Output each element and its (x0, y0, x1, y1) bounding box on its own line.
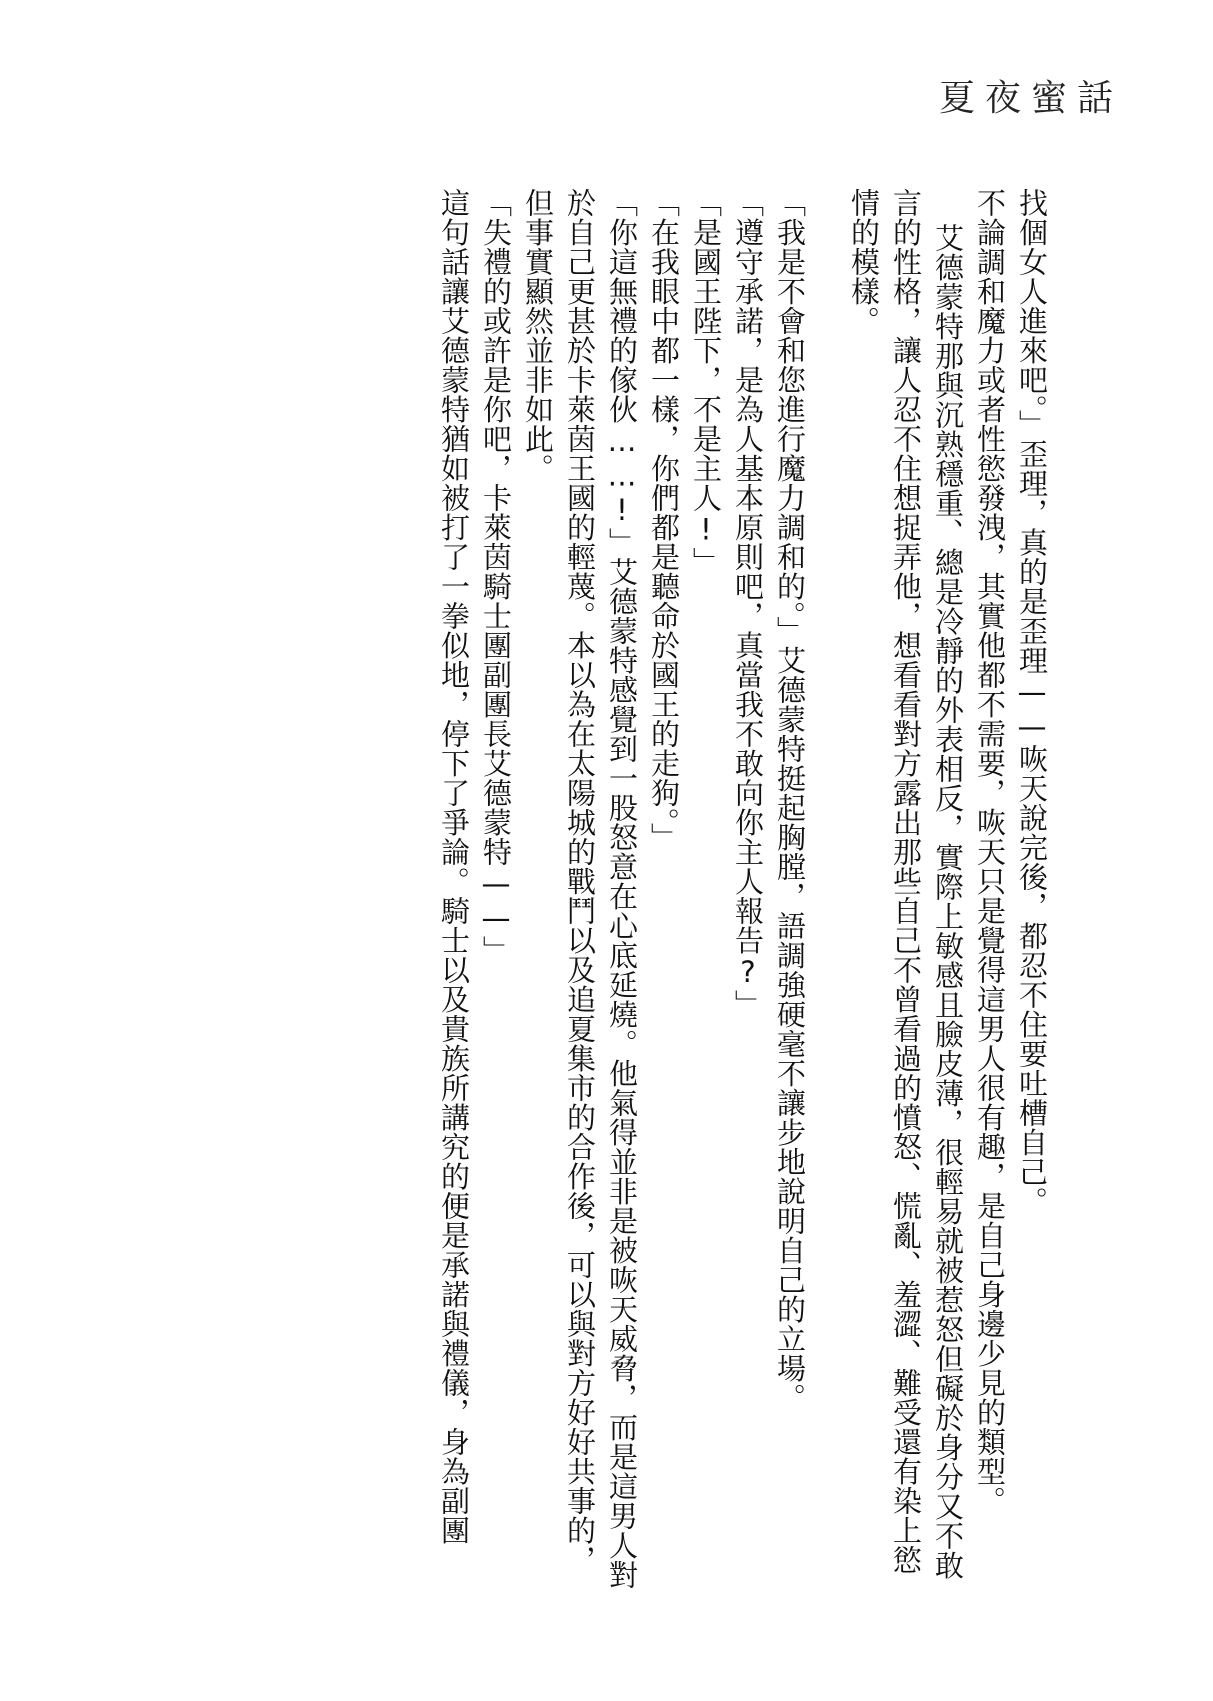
paragraph: 「你這無禮的傢伙……!」艾德蒙特感覺到一股怒意在心底延燒。他氣得並非是被咴天威脅，而是這男人對於自己更甚於卡萊茵王國的輕蔑。本以為在太陽城的戰鬥以及追夏集市的合作後，可以與對方好好共事的，但事實顯然並非如此。 (521, 188, 639, 1590)
paragraph: 艾德蒙特那與沉熟穩重、總是冷靜的外表相反，實際上敏感且臉皮薄，很輕易就被惹怒但礙於身分又不敢言的性格，讓人忍不住想捉弄他，想看看對方露出那些自己不曾看過的憤怒、慌亂、羞澀、難受還有染上慾情的模樣。 (847, 188, 965, 1580)
vertical-body-text (123, 188, 1053, 1598)
paragraph: 「我是不會和您進行魔力調和的。」艾德蒙特挺起胸膛，語調強硬毫不讓步地說明自己的立場。 (773, 188, 807, 1413)
paragraph: 「在我眼中都一樣，你們都是聽命於國王的走狗。」 (647, 188, 681, 852)
paragraph: 找個女人進來吧。」歪理，真的是歪理——咴天說完後，都忍不住要吐槽自己。 (1015, 188, 1049, 1216)
paragraph: 不論調和魔力或者性慾發洩，其實他都不需要，咴天只是覺得這男人很有趣，是自己身邊少見的類型。 (973, 188, 1007, 1516)
running-header-title: 夏夜蜜話 (938, 78, 1123, 119)
paragraph: 這句話讓艾德蒙特猶如被打了一拳似地，停下了爭論。騎士以及貴族所講究的便是承諾與禮儀，身為副團 (437, 188, 471, 1545)
paragraph: 「遵守承諾，是為人基本原則吧，真當我不敢向你主人報告?」 (731, 188, 765, 1019)
paragraph: 「是國王陛下，不是主人!」 (689, 188, 723, 577)
paragraph: 「失禮的或許是你吧，卡萊茵騎士團副團長艾德蒙特——」 (479, 188, 513, 965)
